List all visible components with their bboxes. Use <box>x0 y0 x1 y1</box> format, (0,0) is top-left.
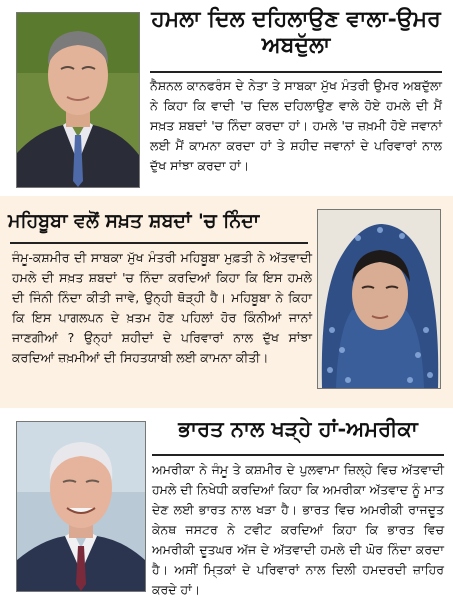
portrait-photo-omar-abdullah <box>16 12 140 188</box>
headline-1-rule <box>150 71 442 73</box>
headline-2-rule <box>10 242 308 244</box>
article-1-text: ਨੈਸ਼ਨਲ ਕਾਨਫਰੰਸ ਦੇ ਨੇਤਾ ਤੇ ਸਾਬਕਾ ਮੁੱਖ ਮੰਤਰੀ ਉਮਰ ਅਬਦੁੱਲਾ ਨੇ ਕਿਹਾ ਕਿ ਵਾਦੀ 'ਚ ਦਿਲ ਦਹਿਲਾਉਣ ਵਾਲੇ ਹੋਏ ਹਮਲੇ ਦੀ ਮੈਂ ਸਖ਼ਤ ਸ਼ਬਦਾਂ 'ਚ ਨਿੰਦਾ ਕਰਦਾ ਹਾਂ। ਹਮਲੇ 'ਚ ਜ਼ਖ਼ਮੀ ਹੋਏ ਜਵਾਨਾਂ ਲਈ ਮੈਂ ਕਾਮਨਾ ਕਰਦਾ ਹਾਂ ਤੇ ਸ਼ਹੀਦ ਜਵਾਨਾਂ ਦੇ ਪਰਿਵਾਰਾਂ ਨਾਲ ਦੁੱਖ ਸਾਂਝਾ ਕਰਦਾ ਹਾਂ। <box>150 78 442 173</box>
headline-1: ਹਮਲਾ ਦਿਲ ਦਹਿਲਾਉਣ ਵਾਲਾ-ਉਮਰ ਅਬਦੁੱਲਾ <box>151 6 441 59</box>
headline-2: ਮਹਿਬੂਬਾ ਵਲੋਂ ਸਖ਼ਤ ਸ਼ਬਦਾਂ 'ਚ ਨਿੰਦਾ <box>8 210 260 232</box>
headline-3: ਭਾਰਤ ਨਾਲ ਖੜ੍ਹੇ ਹਾਂ-ਅਮਰੀਕਾ <box>178 416 418 441</box>
headline-3-rule <box>152 454 444 456</box>
article-omar-abdullah <box>0 0 453 196</box>
article-3-text: ਅਮਰੀਕਾ ਨੇ ਜੰਮੂ ਤੇ ਕਸ਼ਮੀਰ ਦੇ ਪੁਲਵਾਮਾ ਜ਼ਿਲ੍ਹੇ ਵਿਚ ਅੱਤਵਾਦੀ ਹਮਲੇ ਦੀ ਨਿਖੇਧੀ ਕਰਦਿਆਂ ਕਿਹਾ ਕਿ ਅਮਰੀਕਾ ਅੱਤਵਾਦ ਨੂੰ ਮਾਤ ਦੇਣ ਲਈ ਭਾਰਤ ਨਾਲ ਖੜਾ ਹੈ। ਭਾਰਤ ਵਿਚ ਅਮਰੀਕੀ ਰਾਜਦੂਤ ਕੇਨਥ ਜਸਟਰ ਨੇ ਟਵੀਟ ਕਰਦਿਆਂ ਕਿਹਾ ਕਿ ਭਾਰਤ ਵਿਚ ਅਮਰੀਕੀ ਦੂਤਘਰ ਅੱਜ ਦੇ ਅੱਤਵਾਦੀ ਹਮਲੇ ਦੀ ਘੋਰ ਨਿੰਦਾ ਕਰਦਾ ਹੈ। ਅਸੀਂ ਮਿ੍ਤਕਾਂ ਦੇ ਪਰਿਵਾਰਾਂ ਨਾਲ ਦਿਲੀ ਹਮਦਰਦੀ ਜ਼ਾਹਿਰ ਕਰਦੇ ਹਾਂ। <box>152 462 444 597</box>
portrait-photo-mehbooba <box>317 209 441 389</box>
article-3-body <box>152 460 444 600</box>
portrait-photo-kenneth-juster <box>16 421 146 592</box>
article-2-body <box>12 248 312 368</box>
article-2-text: ਜੰਮੂ-ਕਸ਼ਮੀਰ ਦੀ ਸਾਬਕਾ ਮੁੱਖ ਮੰਤਰੀ ਮਹਿਬੂਬਾ ਮੁਫ਼ਤੀ ਨੇ ਅੱਤਵਾਦੀ ਹਮਲੇ ਦੀ ਸਖ਼ਤ ਸ਼ਬਦਾਂ 'ਚ ਨਿੰਦਾ ਕਰਦਿਆਂ ਕਿਹਾ ਕਿ ਇਸ ਹਮਲੇ ਦੀ ਜਿੰਨੀ ਨਿੰਦਾ ਕੀਤੀ ਜਾਵੇ, ਉਨ੍ਹੀ ਥੋੜ੍ਹੀ ਹੈ। ਮਹਿਬੂਬਾ ਨੇ ਕਿਹਾ ਕਿ ਇਸ ਪਾਗਲਪਨ ਦੇ ਖ਼ਤਮ ਹੋਣ ਪਹਿਲਾਂ ਹੋਰ ਕਿੰਨੀਆਂ ਜਾਨਾਂ ਜਾਣਗੀਆਂ ? ਉਨ੍ਹਾਂ ਸ਼ਹੀਦਾਂ ਦੇ ਪਰਿਵਾਰਾਂ ਨਾਲ ਦੁੱਖ ਸਾਂਝਾ ਕਰਦਿਆਂ ਜ਼ਖ਼ਮੀਆਂ ਦੀ ਸਿਹਤਯਾਬੀ ਲਈ ਕਾਮਨਾ ਕੀਤੀ। <box>12 250 312 365</box>
article-1-body <box>150 76 442 176</box>
